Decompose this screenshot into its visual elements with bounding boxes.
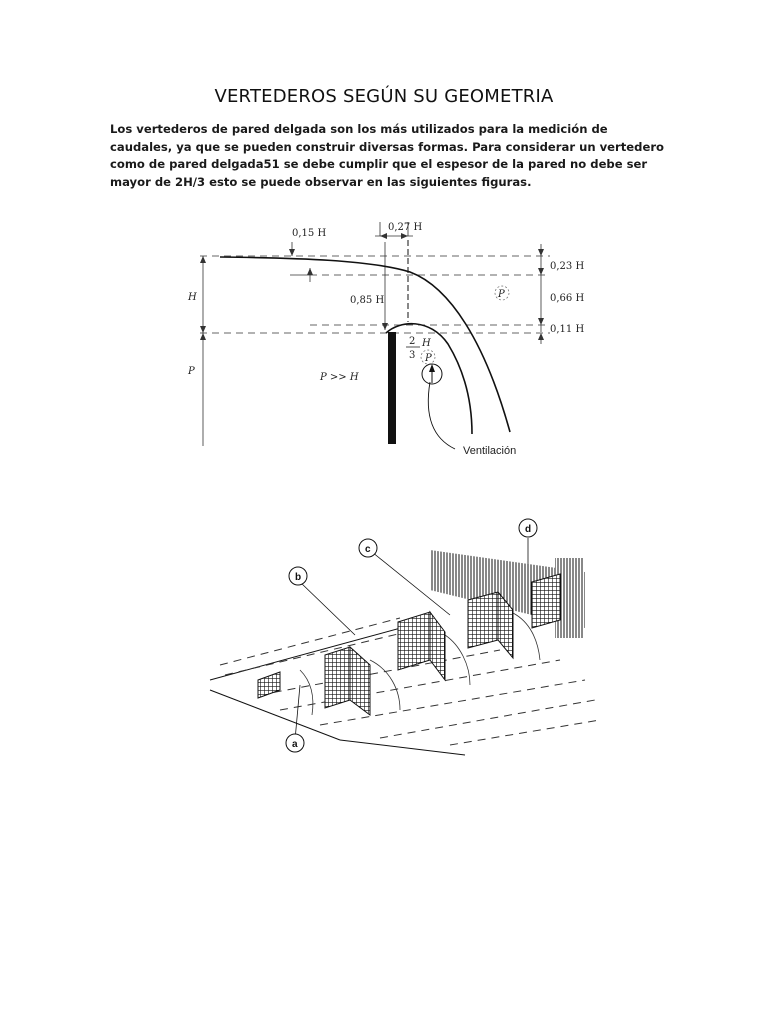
intro-paragraph: Los vertederos de pared delgada son los más utilizados para la medición de caudales, ya que se pueden construir diversas formas. Para considerar un vertedero como de pared delgada51 se debe cumplir que el espesor de la pared no debe ser mayor de 2H/3 esto se puede observar en las siguientes figuras.: [110, 122, 665, 189]
weir-channel-illustration: [200, 510, 620, 770]
label-p-circle-2: P: [425, 353, 432, 364]
fraction-denominator: 3: [409, 350, 416, 361]
callout-b: b: [295, 572, 302, 583]
label-p: P: [188, 366, 195, 377]
label-023h: 0,23 H: [550, 261, 585, 272]
label-ventilacion: Ventilación: [463, 445, 517, 457]
label-015h: 0,15 H: [292, 228, 327, 239]
callout-a: a: [292, 739, 298, 750]
page-title: VERTEDEROS SEGÚN SU GEOMETRIA: [214, 86, 554, 107]
weir-profile-diagram: [180, 212, 600, 462]
fraction-h: H: [422, 338, 431, 349]
fraction-numerator: 2: [409, 336, 416, 347]
callout-d: d: [525, 524, 532, 535]
label-085h: 0,85 H: [350, 295, 385, 306]
label-h: H: [188, 292, 197, 303]
callout-c: c: [365, 544, 371, 555]
label-011h: 0,11 H: [550, 324, 585, 335]
label-027h: 0,27 H: [388, 222, 423, 233]
label-066h: 0,66 H: [550, 293, 585, 304]
label-p-gg-h: P >> H: [320, 372, 359, 383]
label-p-circle-1: P: [498, 289, 505, 300]
